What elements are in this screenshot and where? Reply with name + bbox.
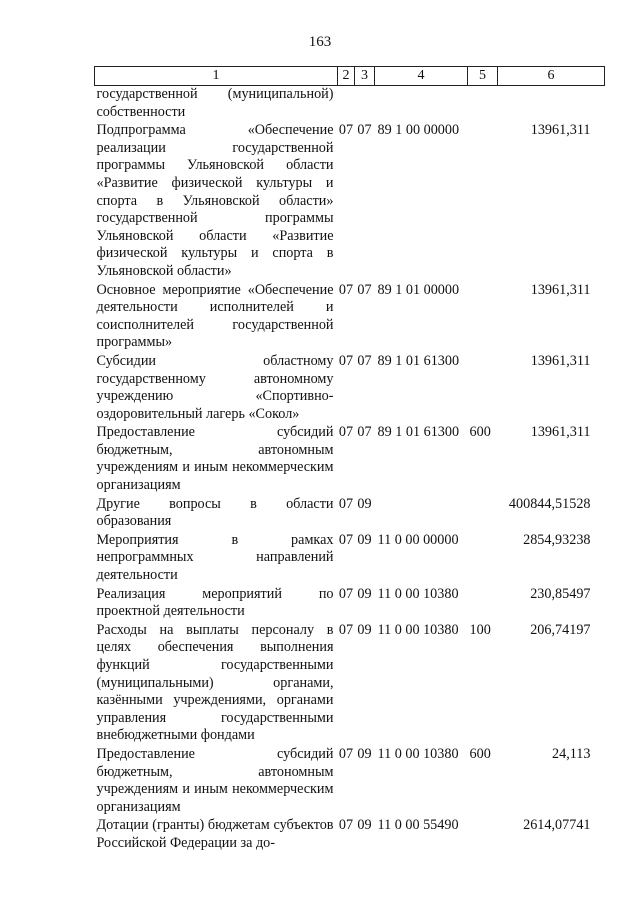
row-name: Основное мероприятие «Обеспечение деятельности исполнителей и соисполнителей государственной программы» [96, 281, 334, 351]
table-row [95, 817, 605, 853]
row-subsection: 09 [357, 817, 372, 834]
row-name: Реализация мероприятий по проектной деятельности [96, 585, 334, 620]
row-target-code [375, 86, 468, 123]
row-expense-type [468, 817, 498, 853]
table-row [95, 586, 605, 622]
row-subsection: 07 [357, 424, 372, 441]
row-target-code: 89 1 01 61300 [377, 424, 460, 441]
row-section: 07 [338, 531, 354, 548]
row-amount: 13961,311 [530, 281, 591, 298]
row-target-code: 11 0 00 10380 [377, 621, 459, 638]
row-subsection: 09 [357, 531, 372, 548]
table-row [95, 746, 605, 817]
row-subsection [355, 86, 375, 123]
row-amount: 230,85497 [530, 585, 591, 602]
header-col-3: 3 [355, 67, 375, 86]
row-section: 07 [338, 495, 354, 512]
header-col-5: 5 [468, 67, 498, 86]
row-name: Предоставление субсидий бюджетным, автономным учреждениям и иным некоммерческим организациям [96, 424, 334, 494]
row-section: 07 [338, 352, 354, 369]
row-expense-type: 600 [469, 424, 491, 441]
row-target-code: 89 1 01 00000 [377, 281, 460, 298]
table-row [95, 622, 605, 746]
row-amount: 400844,51528 [508, 495, 591, 512]
row-expense-type [468, 586, 498, 622]
row-name: Подпрограмма «Обеспечение реализации государственной программы Ульяновской области «Развитие физической культуры и спорта в Ульяновской области» государственной программы Ульяновской области «Развитие физической культуры и спорта в Ульяновской области» [96, 122, 334, 279]
row-target-code: 11 0 00 55490 [377, 817, 459, 834]
row-section: 07 [338, 745, 354, 762]
row-amount: 206,74197 [530, 621, 591, 638]
row-name: Другие вопросы в области образования [96, 495, 334, 530]
table-row [95, 86, 605, 123]
row-amount: 13961,311 [530, 424, 591, 441]
row-amount: 13961,311 [530, 352, 591, 369]
row-amount: 24,113 [552, 745, 591, 762]
row-expense-type [468, 122, 498, 281]
row-name: Мероприятия в рамках непрограммных направлений деятельности [96, 531, 334, 584]
table-row [95, 424, 605, 495]
row-amount: 2614,07741 [523, 817, 591, 834]
row-target-code: 11 0 00 10380 [377, 745, 459, 762]
row-target-code: 11 0 00 10380 [377, 585, 459, 602]
table-header-row [95, 67, 605, 86]
header-col-4: 4 [375, 67, 468, 86]
row-name: Расходы на выплаты персоналу в целях обеспечения выполнения функций государственными (муниципальными) органами, казёнными учреждениями, органами управления государственными внебюджетными фондами [96, 621, 334, 744]
table-row [95, 496, 605, 532]
row-subsection: 07 [357, 352, 372, 369]
row-name: Субсидии областному государственному автономному учреждению «Спортивно-оздоровительный лагерь «Сокол» [96, 352, 334, 422]
row-target-code: 89 1 00 00000 [377, 122, 460, 139]
row-section: 07 [338, 281, 354, 298]
row-expense-type [468, 496, 498, 532]
row-subsection: 07 [357, 122, 372, 139]
row-target-code [375, 496, 468, 532]
row-expense-type: 100 [469, 621, 491, 638]
header-col-2: 2 [338, 67, 355, 86]
row-subsection: 09 [357, 745, 372, 762]
row-expense-type [468, 353, 498, 424]
row-amount: 2854,93238 [523, 531, 591, 548]
row-name: Дотации (гранты) бюджетам субъектов Российской Федерации за до- [96, 817, 334, 851]
row-name: государственной (муниципальной) собственности [96, 86, 334, 120]
header-col-6: 6 [498, 67, 605, 86]
row-amount [498, 86, 605, 123]
row-subsection: 09 [357, 495, 372, 512]
row-subsection: 07 [357, 281, 372, 298]
budget-table [94, 66, 605, 854]
page-number: 163 [308, 34, 332, 50]
row-target-code: 11 0 00 00000 [377, 531, 459, 548]
table-row [95, 122, 605, 281]
row-name: Предоставление субсидий бюджетным, автономным учреждениям и иным некоммерческим организациям [96, 745, 334, 815]
row-section: 07 [338, 424, 354, 441]
row-section: 07 [338, 122, 354, 139]
row-target-code: 89 1 01 61300 [377, 352, 460, 369]
row-section: 07 [338, 621, 354, 638]
row-expense-type [468, 282, 498, 353]
row-section: 07 [338, 817, 354, 834]
header-col-1: 1 [95, 67, 338, 86]
row-amount: 13961,311 [530, 122, 591, 139]
table-row [95, 532, 605, 586]
row-subsection: 09 [357, 621, 372, 638]
row-section [338, 86, 355, 123]
row-section: 07 [338, 585, 354, 602]
row-expense-type: 600 [469, 745, 491, 762]
table-row [95, 282, 605, 353]
row-expense-type [468, 532, 498, 586]
row-expense-type [468, 86, 498, 123]
row-subsection: 09 [357, 585, 372, 602]
table-row [95, 353, 605, 424]
